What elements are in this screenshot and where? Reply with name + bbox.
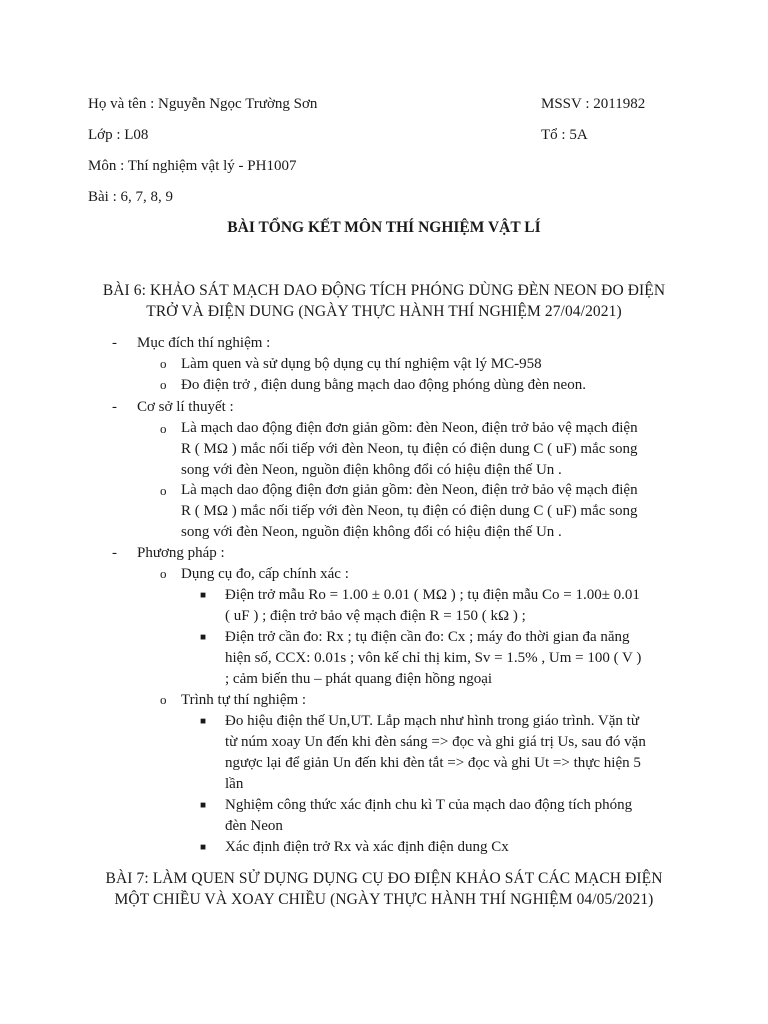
- theory-item-line: Là mạch dao động điện đơn giản gồm: đèn Neon, điện trở bảo vệ mạch điện: [181, 482, 638, 498]
- square-bullet: ■: [200, 632, 207, 643]
- purpose-item: Đo điện trở , điện dung bằng mạch dao động phóng dùng đèn neon.: [181, 377, 586, 393]
- dash-bullet: -: [112, 399, 117, 415]
- bai7-heading-line1: BÀI 7: LÀM QUEN SỬ DỤNG DỤNG CỤ ĐO ĐIỆN KHẢO SÁT CÁC MẠCH ĐIỆN: [105, 870, 663, 887]
- procedure-item-line: Đo hiệu điện thế Un,UT. Lắp mạch như hình trong giáo trình. Vặn từ: [225, 713, 639, 729]
- square-bullet: ■: [200, 590, 207, 601]
- tools-item-line: ( uF ) ; điện trở bảo vệ mạch điện R = 150 ( kΩ ) ;: [225, 608, 526, 624]
- procedure-item-line: từ núm xoay Un đến khi đèn sáng => đọc và ghi giá trị Us, sau đó vặn: [225, 734, 646, 750]
- tools-item-line: ; cảm biến thu – phát quang điện hồng ngoại: [225, 671, 493, 687]
- purpose-item: Làm quen và sử dụng bộ dụng cụ thí nghiệm vật lý MC-958: [181, 356, 542, 372]
- square-bullet: ■: [200, 716, 207, 727]
- subject-label: Môn : Thí nghiệm vật lý - PH1007: [88, 158, 297, 174]
- tools-label: Dụng cụ đo, cấp chính xác :: [181, 566, 349, 582]
- theory-item-line: song với đèn Neon, nguồn điện không đổi có hiệu điện thế Un .: [181, 524, 562, 540]
- procedure-item-line: đèn Neon: [225, 818, 283, 834]
- dash-bullet: -: [112, 335, 117, 351]
- lessons-label: Bài : 6, 7, 8, 9: [88, 189, 173, 205]
- team-label: Tổ : 5A: [541, 127, 588, 143]
- circle-bullet: o: [160, 421, 167, 436]
- document-title: BÀI TỔNG KẾT MÔN THÍ NGHIỆM VẬT LÍ: [227, 219, 541, 236]
- section-purpose-label: Mục đích thí nghiệm :: [137, 335, 271, 351]
- theory-item-line: R ( MΩ ) mắc nối tiếp với đèn Neon, tụ điện có điện dung C ( uF) mắc song: [181, 503, 638, 519]
- bai6-heading-line1: BÀI 6: KHẢO SÁT MẠCH DAO ĐỘNG TÍCH PHÓNG DÙNG ĐÈN NEON ĐO ĐIỆN: [102, 282, 666, 299]
- bai6-heading-line2: TRỞ VÀ ĐIỆN DUNG (NGÀY THỰC HÀNH THÍ NGHIỆM 27/04/2021): [146, 303, 622, 320]
- tools-item-line: hiện số, CCX: 0.01s ; vôn kế chỉ thị kim, Sv = 1.5% , Um = 100 ( V ): [225, 650, 642, 666]
- square-bullet: ■: [200, 842, 207, 853]
- circle-bullet: o: [160, 483, 167, 498]
- theory-item-line: song với đèn Neon, nguồn điện không đổi có hiệu điện thế Un .: [181, 462, 562, 478]
- section-theory-label: Cơ sở lí thuyết :: [137, 399, 234, 415]
- procedure-label: Trình tự thí nghiệm :: [181, 692, 307, 708]
- circle-bullet: o: [160, 692, 167, 707]
- circle-bullet: o: [160, 566, 167, 581]
- dash-bullet: -: [112, 545, 117, 561]
- student-id: MSSV : 2011982: [541, 96, 646, 112]
- class-label: Lớp : L08: [88, 127, 149, 143]
- tools-item-line: Điện trở mẫu Ro = 1.00 ± 0.01 ( MΩ ) ; tụ điện mẫu Co = 1.00± 0.01: [225, 587, 640, 603]
- procedure-item-line: ngược lại để giản Un đến khi đèn tắt => đọc và ghi Ut => thực hiện 5: [225, 755, 641, 771]
- theory-item-line: Là mạch dao động điện đơn giản gồm: đèn Neon, điện trở bảo vệ mạch điện: [181, 420, 638, 436]
- student-name: Họ và tên : Nguyễn Ngọc Trường Sơn: [88, 96, 318, 112]
- square-bullet: ■: [200, 800, 207, 811]
- procedure-item-line: Nghiệm công thức xác định chu kì T của mạch dao động tích phóng: [225, 797, 633, 813]
- procedure-item-line: Xác định điện trở Rx và xác định điện dung Cx: [225, 839, 509, 855]
- procedure-item-line: lần: [225, 776, 244, 792]
- theory-item-line: R ( MΩ ) mắc nối tiếp với đèn Neon, tụ điện có điện dung C ( uF) mắc song: [181, 441, 638, 457]
- tools-item-line: Điện trở cần đo: Rx ; tụ điện cần đo: Cx ; máy đo thời gian đa năng: [225, 629, 630, 645]
- circle-bullet: o: [160, 356, 167, 371]
- section-method-label: Phương pháp :: [137, 545, 225, 561]
- bai7-heading-line2: MỘT CHIỀU VÀ XOAY CHIỀU (NGÀY THỰC HÀNH THÍ NGHIỆM 04/05/2021): [114, 891, 654, 908]
- circle-bullet: o: [160, 377, 167, 392]
